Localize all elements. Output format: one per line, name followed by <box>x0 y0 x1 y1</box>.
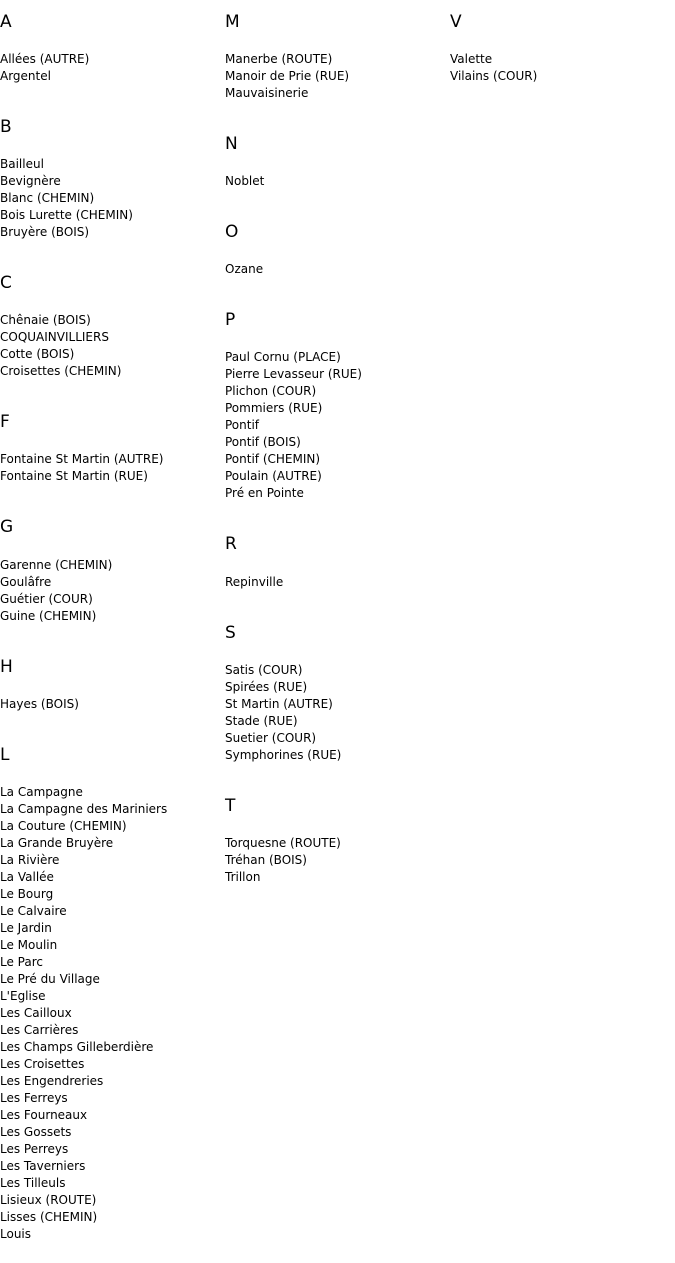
street-name[interactable]: La Couture (CHEMIN) <box>0 818 127 833</box>
street-list <box>0 312 225 400</box>
street-name[interactable]: Fontaine St Martin (RUE) <box>0 469 148 484</box>
street-name[interactable]: Louis <box>0 1226 32 1241</box>
street-name[interactable]: Bruyère (BOIS) <box>0 225 90 240</box>
letter-group <box>450 7 675 105</box>
street-list <box>225 173 450 210</box>
street-name[interactable]: Le Calvaire <box>0 903 67 918</box>
street-name[interactable]: Les Champs Gilleberdière <box>0 1039 154 1054</box>
street-name[interactable]: Trillon <box>225 869 261 884</box>
street-name[interactable]: Garenne (CHEMIN) <box>0 557 113 572</box>
street-name[interactable]: Guine (CHEMIN) <box>0 608 97 623</box>
letter-heading: H <box>0 656 13 677</box>
street-name[interactable]: Repinville <box>225 574 284 589</box>
street-name[interactable]: Le Pré du Village <box>0 971 100 986</box>
letter-heading: C <box>0 273 12 294</box>
street-name[interactable]: Valette <box>450 52 493 67</box>
street-name[interactable]: Cotte (BOIS) <box>0 347 75 362</box>
letter-heading: P <box>225 310 236 331</box>
street-index-column-2 <box>225 0 450 906</box>
street-name[interactable]: La Campagne <box>0 784 83 799</box>
street-name[interactable]: Poulain (AUTRE) <box>225 469 322 484</box>
street-name[interactable]: Lisses (CHEMIN) <box>0 1209 98 1224</box>
street-name[interactable]: Blanc (CHEMIN) <box>0 191 95 206</box>
letter-group <box>225 529 450 610</box>
street-name[interactable]: Croisettes (CHEMIN) <box>0 364 122 379</box>
street-name[interactable]: Le Parc <box>0 954 43 969</box>
street-name[interactable]: Pontif (BOIS) <box>225 435 301 450</box>
street-name[interactable]: Noblet <box>225 174 265 189</box>
street-list <box>225 662 450 784</box>
street-list <box>225 574 450 611</box>
street-name[interactable]: La Rivière <box>0 852 60 867</box>
street-name[interactable]: Chênaie (BOIS) <box>0 313 91 328</box>
street-name[interactable]: Fontaine St Martin (AUTRE) <box>0 452 164 467</box>
street-name[interactable]: Le Jardin <box>0 920 52 935</box>
street-name[interactable]: Le Moulin <box>0 937 58 952</box>
street-name[interactable]: Le Bourg <box>0 886 54 901</box>
street-name[interactable]: Argentel <box>0 69 51 84</box>
street-list <box>0 51 225 105</box>
street-name[interactable]: Suetier (COUR) <box>225 730 317 745</box>
street-name[interactable]: Les Fourneaux <box>0 1107 88 1122</box>
street-list <box>225 261 450 298</box>
letter-heading: G <box>0 517 14 538</box>
letter-heading: L <box>0 744 10 765</box>
street-name[interactable]: Les Tilleuls <box>0 1175 66 1190</box>
street-index-column-3 <box>450 0 675 105</box>
letter-group <box>225 791 450 906</box>
street-name[interactable]: Mauvaisinerie <box>225 86 309 101</box>
letter-heading: F <box>0 412 10 433</box>
street-name[interactable]: Paul Cornu (PLACE) <box>225 350 341 365</box>
street-list <box>225 835 450 906</box>
street-name[interactable]: Les Ferreys <box>0 1090 68 1105</box>
street-name[interactable]: Les Cailloux <box>0 1005 72 1020</box>
street-name[interactable]: Hayes (BOIS) <box>0 696 79 711</box>
street-name[interactable]: Tréhan (BOIS) <box>225 852 307 867</box>
street-name[interactable]: Pré en Pointe <box>225 486 304 501</box>
street-name[interactable]: Pommiers (RUE) <box>225 401 323 416</box>
street-name[interactable]: Les Gossets <box>0 1124 72 1139</box>
street-name[interactable]: Torquesne (ROUTE) <box>225 835 341 850</box>
letter-group <box>225 129 450 210</box>
street-name[interactable]: Allées (AUTRE) <box>0 52 90 67</box>
letter-heading: N <box>225 134 238 155</box>
letter-group <box>0 7 225 105</box>
letter-heading: A <box>0 12 12 32</box>
street-name[interactable]: La Campagne des Mariniers <box>0 801 168 816</box>
letter-group <box>0 268 225 400</box>
street-name[interactable]: COQUAINVILLIERS <box>0 330 109 345</box>
street-name[interactable]: Pontif (CHEMIN) <box>225 452 321 467</box>
letter-heading: T <box>225 795 236 816</box>
letter-group <box>225 217 450 298</box>
letter-group <box>0 652 225 733</box>
street-list <box>225 349 450 522</box>
street-name[interactable]: Satis (COUR) <box>225 662 303 677</box>
street-name[interactable]: La Vallée <box>0 869 54 884</box>
letter-group <box>0 740 225 1263</box>
street-list <box>0 696 225 733</box>
street-name[interactable]: Les Croisettes <box>0 1056 85 1071</box>
street-name[interactable]: Bailleul <box>0 157 44 172</box>
street-list <box>450 51 675 105</box>
street-name[interactable]: Bois Lurette (CHEMIN) <box>0 208 133 223</box>
street-index-column-1 <box>0 0 225 1263</box>
letter-group <box>0 512 225 644</box>
street-name[interactable]: Goulâfre <box>0 574 52 589</box>
street-name[interactable]: Lisieux (ROUTE) <box>0 1192 97 1207</box>
street-name[interactable]: Les Carrières <box>0 1022 79 1037</box>
street-list <box>0 784 225 1263</box>
letter-heading: M <box>225 12 240 32</box>
street-name[interactable]: Manerbe (ROUTE) <box>225 52 333 67</box>
street-name[interactable]: Stade (RUE) <box>225 713 298 728</box>
street-name[interactable]: Pierre Levasseur (RUE) <box>225 367 362 382</box>
letter-group <box>0 112 225 261</box>
street-name[interactable]: St Martin (AUTRE) <box>225 696 333 711</box>
street-name[interactable]: Pontif <box>225 418 260 433</box>
letter-heading: B <box>0 117 12 138</box>
street-name[interactable]: Bevignère <box>0 174 61 189</box>
letter-group <box>0 407 225 505</box>
street-list <box>225 51 450 122</box>
letter-heading: S <box>225 622 236 643</box>
street-name[interactable]: Ozane <box>225 262 264 277</box>
street-name[interactable]: L'Eglise <box>0 988 46 1003</box>
letter-group <box>225 305 450 522</box>
street-name[interactable]: Les Perreys <box>0 1141 69 1156</box>
letter-group <box>225 7 450 122</box>
street-name[interactable]: Les Engendreries <box>0 1073 104 1088</box>
street-name[interactable]: Spirées (RUE) <box>225 679 308 694</box>
street-name[interactable]: Vilains (COUR) <box>450 69 538 84</box>
letter-heading: R <box>225 534 237 555</box>
street-list <box>0 451 225 505</box>
street-name[interactable]: Les Taverniers <box>0 1158 86 1173</box>
letter-heading: O <box>225 222 239 243</box>
street-list <box>0 156 225 261</box>
street-name[interactable]: Plichon (COUR) <box>225 384 317 399</box>
letter-heading: V <box>450 12 462 32</box>
street-name[interactable]: Manoir de Prie (RUE) <box>225 69 350 84</box>
street-name[interactable]: Symphorines (RUE) <box>225 747 342 762</box>
street-name[interactable]: Guétier (COUR) <box>0 591 93 606</box>
street-name[interactable]: La Grande Bruyère <box>0 835 114 850</box>
letter-group <box>225 618 450 784</box>
street-list <box>0 557 225 645</box>
